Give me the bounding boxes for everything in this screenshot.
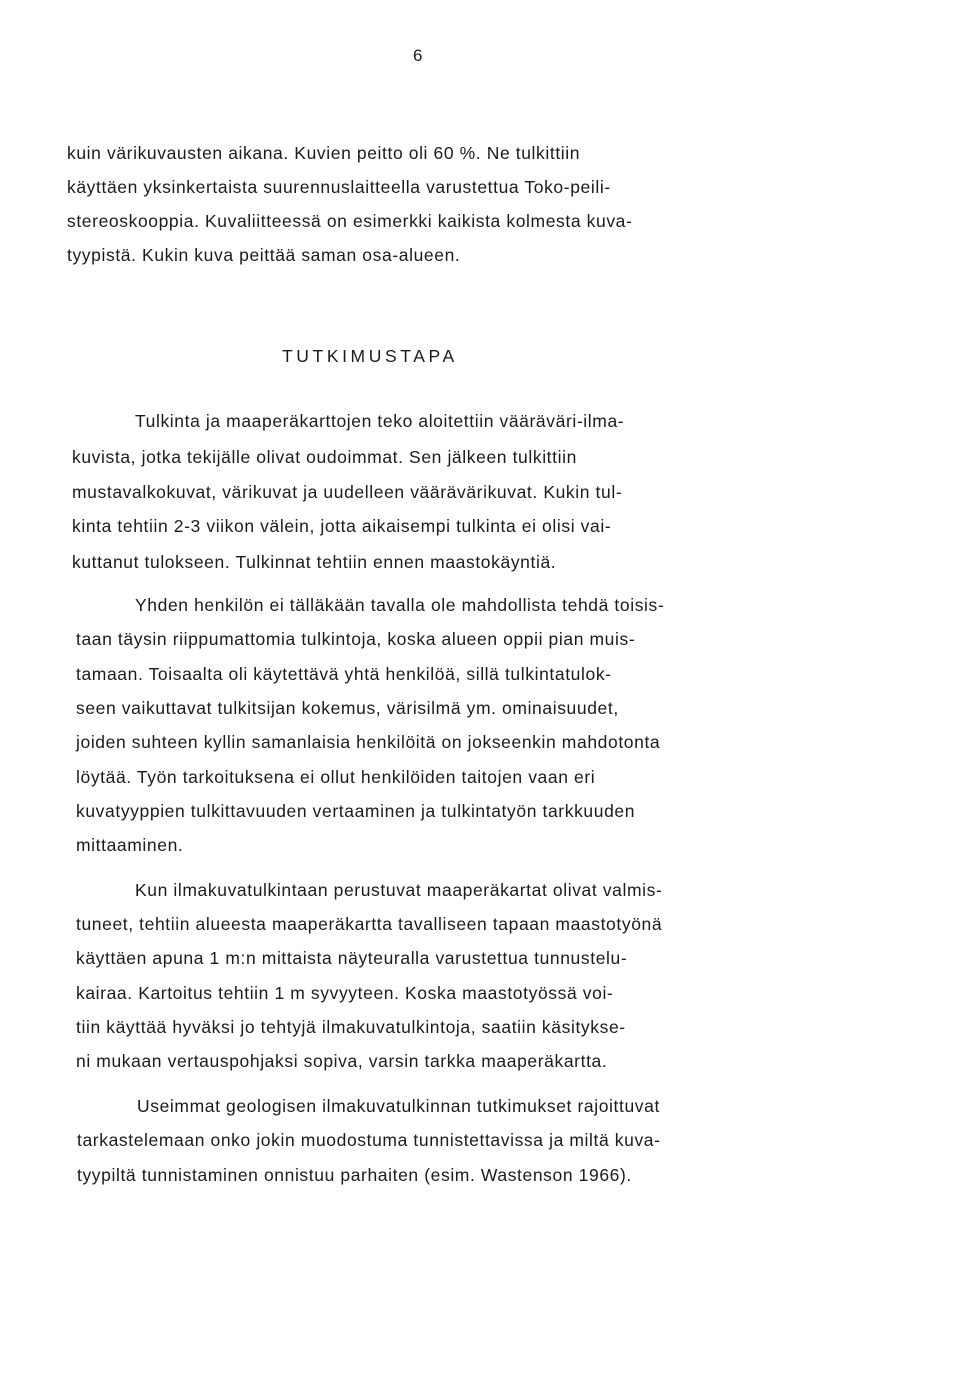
text-line: mittaaminen. <box>76 835 184 855</box>
text-line: kuvatyyppien tulkittavuuden vertaaminen ja tulkintatyön tarkkuuden <box>76 801 636 821</box>
text-line: tarkastelemaan onko jokin muodostuma tunnistettavissa ja miltä kuva- <box>77 1130 661 1150</box>
text-line: ni mukaan vertauspohjaksi sopiva, varsin tarkka maaperäkartta. <box>76 1051 608 1071</box>
text-line: kuin värikuvausten aikana. Kuvien peitto oli 60 %. Ne tulkittiin <box>67 143 581 163</box>
text-line: tamaan. Toisaalta oli käytettävä yhtä henkilöä, sillä tulkintatulok- <box>76 664 612 684</box>
text-line: kairaa. Kartoitus tehtiin 1 m syvyyteen. Koska maastotyössä voi- <box>76 983 614 1003</box>
text-line: Yhden henkilön ei tälläkään tavalla ole mahdollista tehdä toisis- <box>135 595 665 615</box>
text-line: Useimmat geologisen ilmakuvatulkinnan tutkimukset rajoittuvat <box>137 1096 660 1116</box>
text-line: tuneet, tehtiin alueesta maaperäkartta tavalliseen tapaan maastotyönä <box>76 914 663 934</box>
text-line: taan täysin riippumattomia tulkintoja, koska alueen oppii pian muis- <box>76 629 636 649</box>
text-line: löytää. Työn tarkoituksena ei ollut henkilöiden taitojen vaan eri <box>76 767 596 787</box>
text-line: käyttäen yksinkertaista suurennuslaitteella varustettua Toko-peili- <box>67 177 611 197</box>
text-line: Kun ilmakuvatulkintaan perustuvat maaperäkartat olivat valmis- <box>135 880 663 900</box>
text-line: mustavalkokuvat, värikuvat ja uudelleen väärävärikuvat. Kukin tul- <box>72 482 623 502</box>
text-line: tiin käyttää hyväksi jo tehtyjä ilmakuvatulkintoja, saatiin käsitykse- <box>76 1017 626 1037</box>
text-line: kuvista, jotka tekijälle olivat oudoimmat. Sen jälkeen tulkittiin <box>72 447 577 467</box>
text-line: stereoskooppia. Kuvaliitteessä on esimerkki kaikista kolmesta kuva- <box>67 211 633 231</box>
page-number: 6 <box>413 46 423 65</box>
text-line: käyttäen apuna 1 m:n mittaista näyteuralla varustettua tunnustelu- <box>76 948 628 968</box>
text-line: tyypistä. Kukin kuva peittää saman osa-alueen. <box>67 245 461 265</box>
text-line: joiden suhteen kyllin samanlaisia henkilöitä on jokseenkin mahdotonta <box>76 732 661 752</box>
text-line: Tulkinta ja maaperäkarttojen teko aloitettiin vääräväri-ilma- <box>135 411 625 431</box>
text-line: kuttanut tulokseen. Tulkinnat tehtiin ennen maastokäyntiä. <box>72 552 557 572</box>
text-line: seen vaikuttavat tulkitsijan kokemus, värisilmä ym. ominaisuudet, <box>76 698 619 718</box>
text-line: tyypiltä tunnistaminen onnistuu parhaiten (esim. Wastenson 1966). <box>77 1165 632 1185</box>
text-line: kinta tehtiin 2-3 viikon välein, jotta aikaisempi tulkinta ei olisi vai- <box>72 516 612 536</box>
section-heading: TUTKIMUSTAPA <box>282 346 458 366</box>
